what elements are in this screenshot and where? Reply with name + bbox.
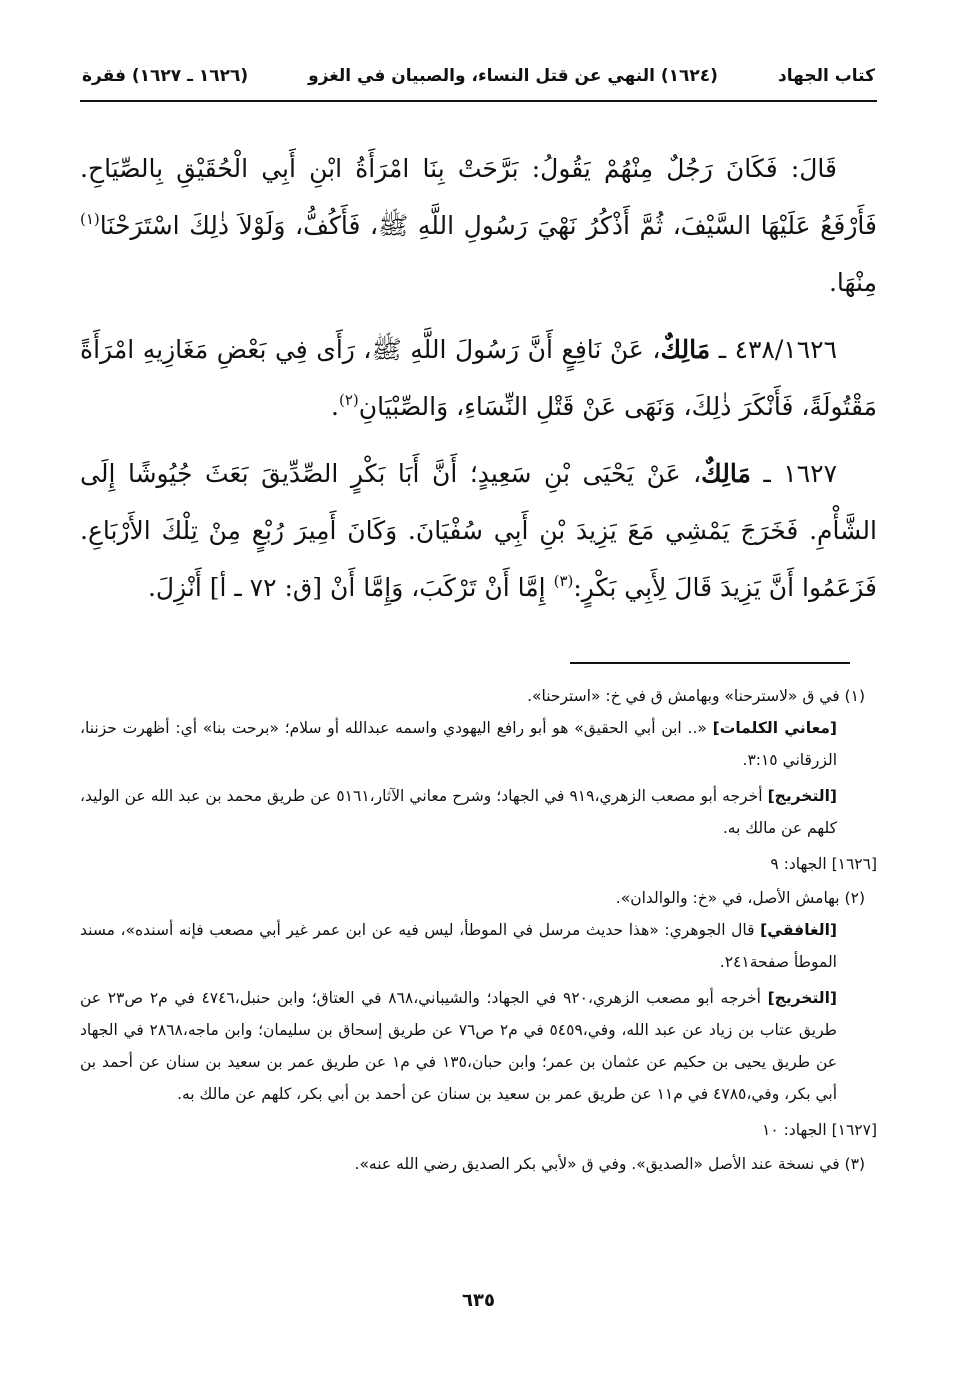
- hadith-1626: [80, 321, 877, 435]
- glossary-text: «.. ابن أبي الحقيق» هو أبو رافع اليهودي واسمه عبدالله أو سلام؛ «برحت بنا» أي: أظهرت حزننا، الزرقاني ٣:١٥.: [80, 719, 837, 769]
- header-book-title: كتاب الجهاد: [777, 66, 875, 86]
- ghafiqi-tag: [الغافقي]: [760, 921, 837, 939]
- reference-1626: [١٦٢٦] الجهاد: ٩: [770, 855, 877, 873]
- footnote-2: (٢) بهامش الأصل، في «خ: والوالدان».: [615, 889, 865, 907]
- takhrij-text: أخرجه أبو مصعب الزهري،٩١٩ في الجهاد؛ وشرح معاني الآثار،٥١٦١ عن طريق محمد بن عبد الله عن الوليد، كلهم عن مالك به.: [80, 787, 837, 837]
- takhrij-tag: [التخريج]: [767, 787, 837, 805]
- footnote-1-glossary: [80, 712, 877, 776]
- ghafiqi-text: قال الجوهري: «هذا حديث مرسل في الموطأ، ليس فيه عن ابن عمر غير أبي مصعب فإنه أسنده»، مسند الموطأ صفحة٢٤١.: [80, 921, 837, 971]
- paragraph-1-end: مِنْهَا.: [828, 268, 877, 297]
- hadith-1627: [80, 445, 877, 616]
- footnote-marker-3: (٣): [553, 572, 574, 590]
- hadith-end: .: [331, 392, 339, 421]
- footnotes: [80, 680, 877, 1180]
- footnote-2-ghafiqi: [80, 914, 877, 978]
- footnote-marker-2: (٢): [338, 391, 359, 409]
- footnote-2-takhrij: [80, 982, 877, 1110]
- hadith-text: ، عَنْ نَافِعٍ أَنَّ رَسُولَ اللَّهِ ﷺ، رَأَى فِي بَعْضِ مَغَازِيهِ امْرَأَةً مَقْتُولَةً، فَأَنْكَرَ ذٰلِكَ، وَنَهَى عَنْ قَتْلِ النِّسَاءِ، وَالصِّبْيَانِ: [80, 335, 877, 421]
- narrator-name: مَالِكٌ: [701, 459, 751, 488]
- footnote-3: (٣) في نسخة عند الأصل «الصديق». وفي ق «لأبي بكر الصديق رضي الله عنه».: [354, 1155, 865, 1173]
- paragraph-1: [80, 140, 877, 311]
- hadith-end: إِمَّا أَنْ تَرْكَبَ، وَإِمَّا أَنْ [ق: ٧٢ ـ أ] أَنْزِلَ.: [147, 573, 554, 602]
- takhrij-tag: [التخريج]: [767, 989, 837, 1007]
- header-paragraph-range: (١٦٢٦ ـ ١٦٢٧) فقرة: [82, 66, 249, 86]
- header-divider: [80, 100, 877, 102]
- glossary-tag: [معاني الكلمات]: [712, 719, 838, 737]
- takhrij-text: أخرجه أبو مصعب الزهري،٩٢٠ في الجهاد؛ والشيباني،٨٦٨ في العتاق؛ وابن حنبل،٤٧٤٦ في م٢ ص٢٣ عن طريق عتاب بن زياد عن عبد الله، وفي،٥٤٥٩ في م٢ ص٧٦ عن طريق إسحاق بن سليمان؛ وابن ماجه،٢٨٦٨ في الجهاد عن طريق يحيى بن حكيم عن عثمان بن عمر؛ وابن حبان،١٣٥ في م١ عن طريق عمر بن سعيد بن سنان عن أحمد بن أبي بكر، وفي،٤٧٨٥ في م١١ عن طريق عمر بن سعيد بن سنان عن أحمد بن أبي بكر، كلهم عن مالك به.: [80, 989, 838, 1103]
- hadith-number: ١٦٢٧ ـ: [750, 459, 838, 488]
- main-text: [80, 140, 877, 626]
- running-header: [82, 58, 875, 94]
- hadith-number: ٤٣٨/١٦٢٦ ـ: [710, 335, 837, 364]
- footnote-marker-1: (١): [80, 210, 100, 228]
- header-chapter-title: (١٦٢٤) النهي عن قتل النساء، والصبيان في الغزو: [308, 66, 718, 86]
- reference-1627: [١٦٢٧] الجهاد: ١٠: [762, 1121, 877, 1139]
- hadith-text: ، عَنْ يَحْيَى بْنِ سَعِيدٍ؛ أَنَّ أَبَا بَكْرٍ الصِّدِّيقَ بَعَثَ جُيُوشًا إِلَى الشَّأْمِ. فَخَرَجَ يَمْشِي مَعَ يَزِيدَ بْنِ أَبِي سُفْيَانَ. وَكَانَ أَمِيرَ رُبْعٍ مِنْ تِلْكَ الأَرْبَاعِ. فَزَعَمُوا أَنَّ يَزِيدَ قَالَ لِأَبِي بَكْرٍ:: [80, 459, 877, 602]
- narrator-name: مَالِكٌ: [660, 335, 711, 364]
- footnote-1-takhrij: [80, 780, 877, 844]
- footnote-divider: [570, 662, 850, 664]
- footnote-1: (١) في ق «لاسترحنا» وبهامش ق في خ: «استرحنا».: [527, 687, 865, 705]
- paragraph-1-text: قَالَ: فَكَانَ رَجُلٌ مِنْهُمْ يَقُولُ: بَرَّحَتْ بِنَا امْرَأَةُ ابْنِ أَبِي الْحُقَيْقِ بِالصِّيَاحِ. فَأَرْفَعُ عَلَيْهَا السَّيْفَ، ثُمَّ أَذْكُرُ نَهْيَ رَسُولِ اللَّهِ ﷺ، فَأَكُفُّ، وَلَوْلاَ ذٰلِكَ اسْتَرَحْنَا: [80, 154, 877, 240]
- page-number: ٦٣٥: [462, 1290, 495, 1311]
